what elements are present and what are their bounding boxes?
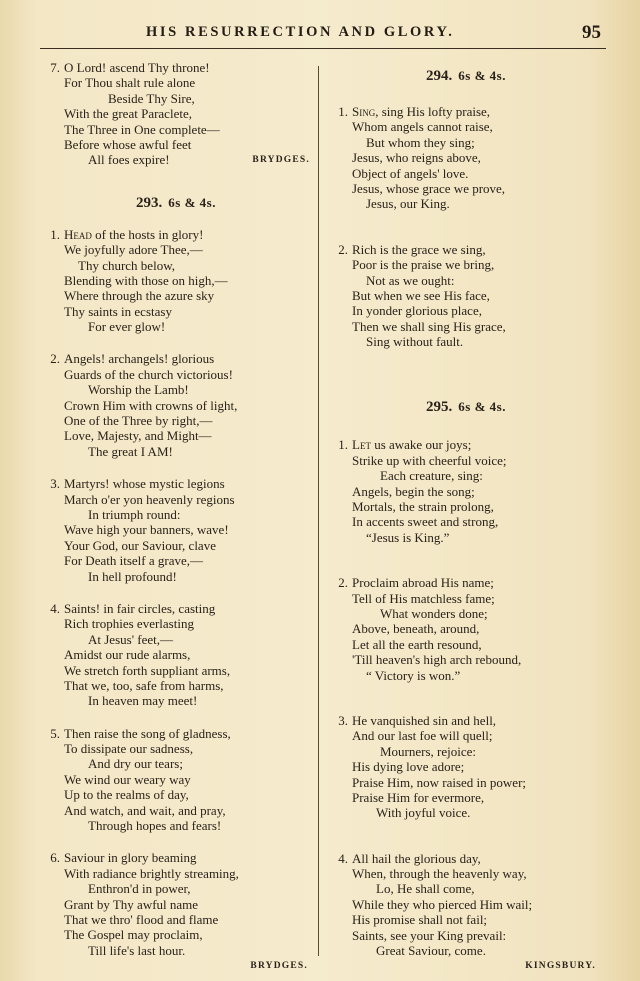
verse-line: Love, Majesty, and Might— — [64, 428, 212, 444]
hymn-293-verse-6 — [40, 850, 312, 958]
verse-line: The Three in One complete— — [64, 121, 220, 137]
verse-line: But whom they sing; — [366, 134, 475, 150]
hymn-294-verse-1 — [328, 104, 604, 212]
verse-line: Rich trophies everlasting — [64, 616, 194, 632]
verse-line: Crown Him with crowns of light, — [64, 397, 238, 413]
verse-line: With joyful voice. — [376, 805, 471, 821]
verse-line: Where through the azure sky — [64, 288, 215, 304]
hymn-meter: 6s & 4s. — [458, 68, 506, 83]
hymn-number: 293. — [136, 194, 163, 211]
verse-line: 1. Sing, sing His lofty praise, — [338, 104, 491, 119]
verse-line: 2. Rich is the grace we sing, — [338, 241, 486, 257]
verse-line: 6. Saviour in glory beaming — [50, 850, 197, 866]
verse-line: Then we shall sing His grace, — [352, 318, 506, 334]
verse-line: For Thou shalt rule alone — [64, 75, 196, 91]
verse-line: His promise shall not fail; — [352, 912, 488, 928]
verse-line: At Jesus' feet,— — [88, 631, 174, 647]
verse-line: Thy saints in ecstasy — [64, 303, 172, 319]
hymn-293-heading — [40, 193, 312, 213]
verse-line: Up to the realms of day, — [64, 787, 189, 803]
verse-line: Mortals, the strain prolong, — [352, 499, 494, 515]
verse-line: Angels, begin the song; — [352, 483, 475, 499]
verse-line: Mourners, rejoice: — [380, 743, 477, 759]
verse-line: Sing without fault. — [366, 334, 464, 350]
verse-line: Let all the earth resound, — [352, 636, 482, 652]
verse-line: We wind our weary way — [64, 771, 191, 787]
author-attribution: BRYDGES. — [252, 155, 310, 166]
verse-line: Jesus, whose grace we prove, — [352, 180, 506, 196]
verse-line: Poor is the praise we bring, — [352, 257, 495, 273]
verse-line: Before whose awful feet — [64, 136, 192, 152]
verse-line: Praise Him, now raised in power; — [352, 774, 527, 790]
verse-line: And our last foe will quell; — [352, 728, 493, 744]
verse-line: 4. Saints! in fair circles, casting — [50, 600, 216, 616]
verse-line: In yonder glorious place, — [352, 303, 482, 319]
verse-line: And dry our tears; — [88, 756, 183, 772]
verse-line: But when we see His face, — [352, 287, 490, 303]
header-rule — [40, 48, 606, 49]
verse-line: Not as we ought: — [366, 272, 455, 288]
hymn-295-verse-4 — [328, 851, 604, 959]
verse-line: 7. O Lord! ascend Thy throne! — [50, 60, 210, 75]
verse-line: 1. Head of the hosts in glory! — [50, 226, 204, 242]
hymn-295-verse-3 — [328, 713, 604, 821]
hymn-293-verse-5 — [40, 726, 312, 834]
hymn-295-heading — [328, 397, 604, 417]
verse-line: That we, too, safe from harms, — [64, 677, 224, 693]
verse-line: 1. Let us awake our joys; — [338, 437, 472, 453]
verse-line: 3. Martyrs! whose mystic legions — [50, 476, 225, 492]
verse-line: Worship the Lamb! — [88, 382, 189, 398]
verse-line: While they who pierced Him wail; — [352, 896, 533, 912]
verse-line: Saints, see your King prevail: — [352, 927, 507, 943]
hymn-295-verse-1 — [328, 437, 604, 545]
hymn-meter: 6s & 4s. — [458, 399, 506, 415]
verse-line: In accents sweet and strong, — [352, 514, 499, 530]
verse-line: Wave high your banners, wave! — [64, 522, 229, 538]
verse-line: With radiance brightly streaming, — [64, 865, 239, 881]
verse-line: Jesus, who reigns above, — [352, 150, 481, 166]
verse-line: What wonders done; — [380, 605, 488, 621]
hymn-295-verse-2 — [328, 575, 604, 683]
verse-line: Great Saviour, come. — [376, 943, 486, 959]
verse-line: Above, beneath, around, — [352, 621, 480, 637]
verse-line: In triumph round: — [88, 506, 181, 522]
verse-line: One of the Three by right,— — [64, 413, 213, 429]
verse-line: For ever glow! — [88, 319, 166, 335]
verse-line: And watch, and wait, and pray, — [64, 802, 226, 818]
verse-line: Blending with those on high,— — [64, 272, 228, 288]
hymn-294-heading — [328, 66, 604, 86]
verse-line: “Jesus is King.” — [366, 529, 450, 545]
verse-line: Each creature, sing: — [380, 468, 483, 484]
verse-line: All foes expire! BRYDGES. — [88, 152, 310, 168]
column-divider — [318, 66, 319, 956]
hymn-number: 294. — [426, 68, 453, 84]
verse-line: His dying love adore; — [352, 759, 465, 775]
verse-line: To dissipate our sadness, — [64, 741, 194, 757]
hymn-294-verse-2 — [328, 242, 604, 350]
verse-line: Till life's last hour. — [88, 942, 186, 958]
verse-line: The Gospel may proclaim, — [64, 927, 203, 943]
hymn-293-verse-4 — [40, 601, 312, 709]
verse-7 — [40, 60, 312, 168]
verse-line: Jesus, our King. — [366, 196, 450, 212]
verse-line: That we thro' flood and flame — [64, 911, 219, 927]
hymn-meter: 6s & 4s. — [168, 194, 216, 210]
hymn-293-verse-3 — [40, 476, 312, 584]
verse-line: March o'er yon heavenly regions — [64, 491, 235, 507]
hymn-293-verse-2 — [40, 351, 312, 459]
verse-line: We stretch forth suppliant arms, — [64, 662, 231, 678]
verse-line: In heaven may meet! — [88, 693, 198, 709]
verse-first-word: Let — [352, 437, 371, 453]
verse-line: Amidst our rude alarms, — [64, 647, 191, 663]
verse-line: In hell profound! — [88, 568, 177, 584]
verse-line: Through hopes and fears! — [88, 818, 222, 834]
verse-line: For Death itself a grave,— — [64, 553, 203, 569]
verse-line: Your God, our Saviour, clave — [64, 537, 216, 553]
verse-line: 2. Proclaim abroad His name; — [338, 575, 494, 591]
verse-line: Enthron'd in power, — [88, 881, 191, 897]
left-column — [40, 60, 312, 973]
running-header: HIS RESURRECTION AND GLORY. — [146, 24, 455, 40]
verse-line: 3. He vanquished sin and hell, — [338, 712, 497, 728]
verse-line: The great I AM! — [88, 443, 173, 459]
verse-line: 4. All hail the glorious day, — [338, 850, 481, 866]
verse-line: When, through the heavenly way, — [352, 866, 527, 882]
page-number: 95 — [582, 22, 601, 43]
verse-line: We joyfully adore Thee,— — [64, 242, 203, 258]
verse-line: Thy church below, — [78, 257, 175, 273]
hymn-number: 295. — [426, 399, 453, 416]
verse-line: Whom angels cannot raise, — [352, 119, 493, 135]
verse-line: Guards of the church victorious! — [64, 366, 233, 382]
author-attribution: KINGSBURY. — [525, 961, 596, 972]
verse-line: Grant by Thy awful name — [64, 896, 199, 912]
right-column — [328, 60, 604, 973]
author-attribution: BRYDGES. — [250, 961, 308, 972]
verse-line: With the great Paraclete, — [64, 106, 192, 122]
verse-line: Beside Thy Sire, — [108, 90, 195, 106]
verse-line: Tell of His matchless fame; — [352, 590, 495, 606]
verse-line: 'Till heaven's high arch rebound, — [352, 652, 522, 668]
verse-line: Strike up with cheerful voice; — [352, 452, 507, 468]
verse-line: Praise Him for evermore, — [352, 789, 485, 805]
verse-line: Lo, He shall come, — [376, 881, 475, 897]
verse-line: 2. Angels! archangels! glorious — [50, 351, 215, 367]
hymn-293-verse-1 — [40, 227, 312, 335]
verse-line: Object of angels' love. — [352, 165, 469, 181]
verse-first-word: Head — [64, 226, 92, 242]
verse-line: 5. Then raise the song of gladness, — [50, 725, 231, 741]
verse-line: “ Victory is won.” — [366, 667, 461, 683]
verse-first-word: Sing, — [352, 104, 379, 119]
